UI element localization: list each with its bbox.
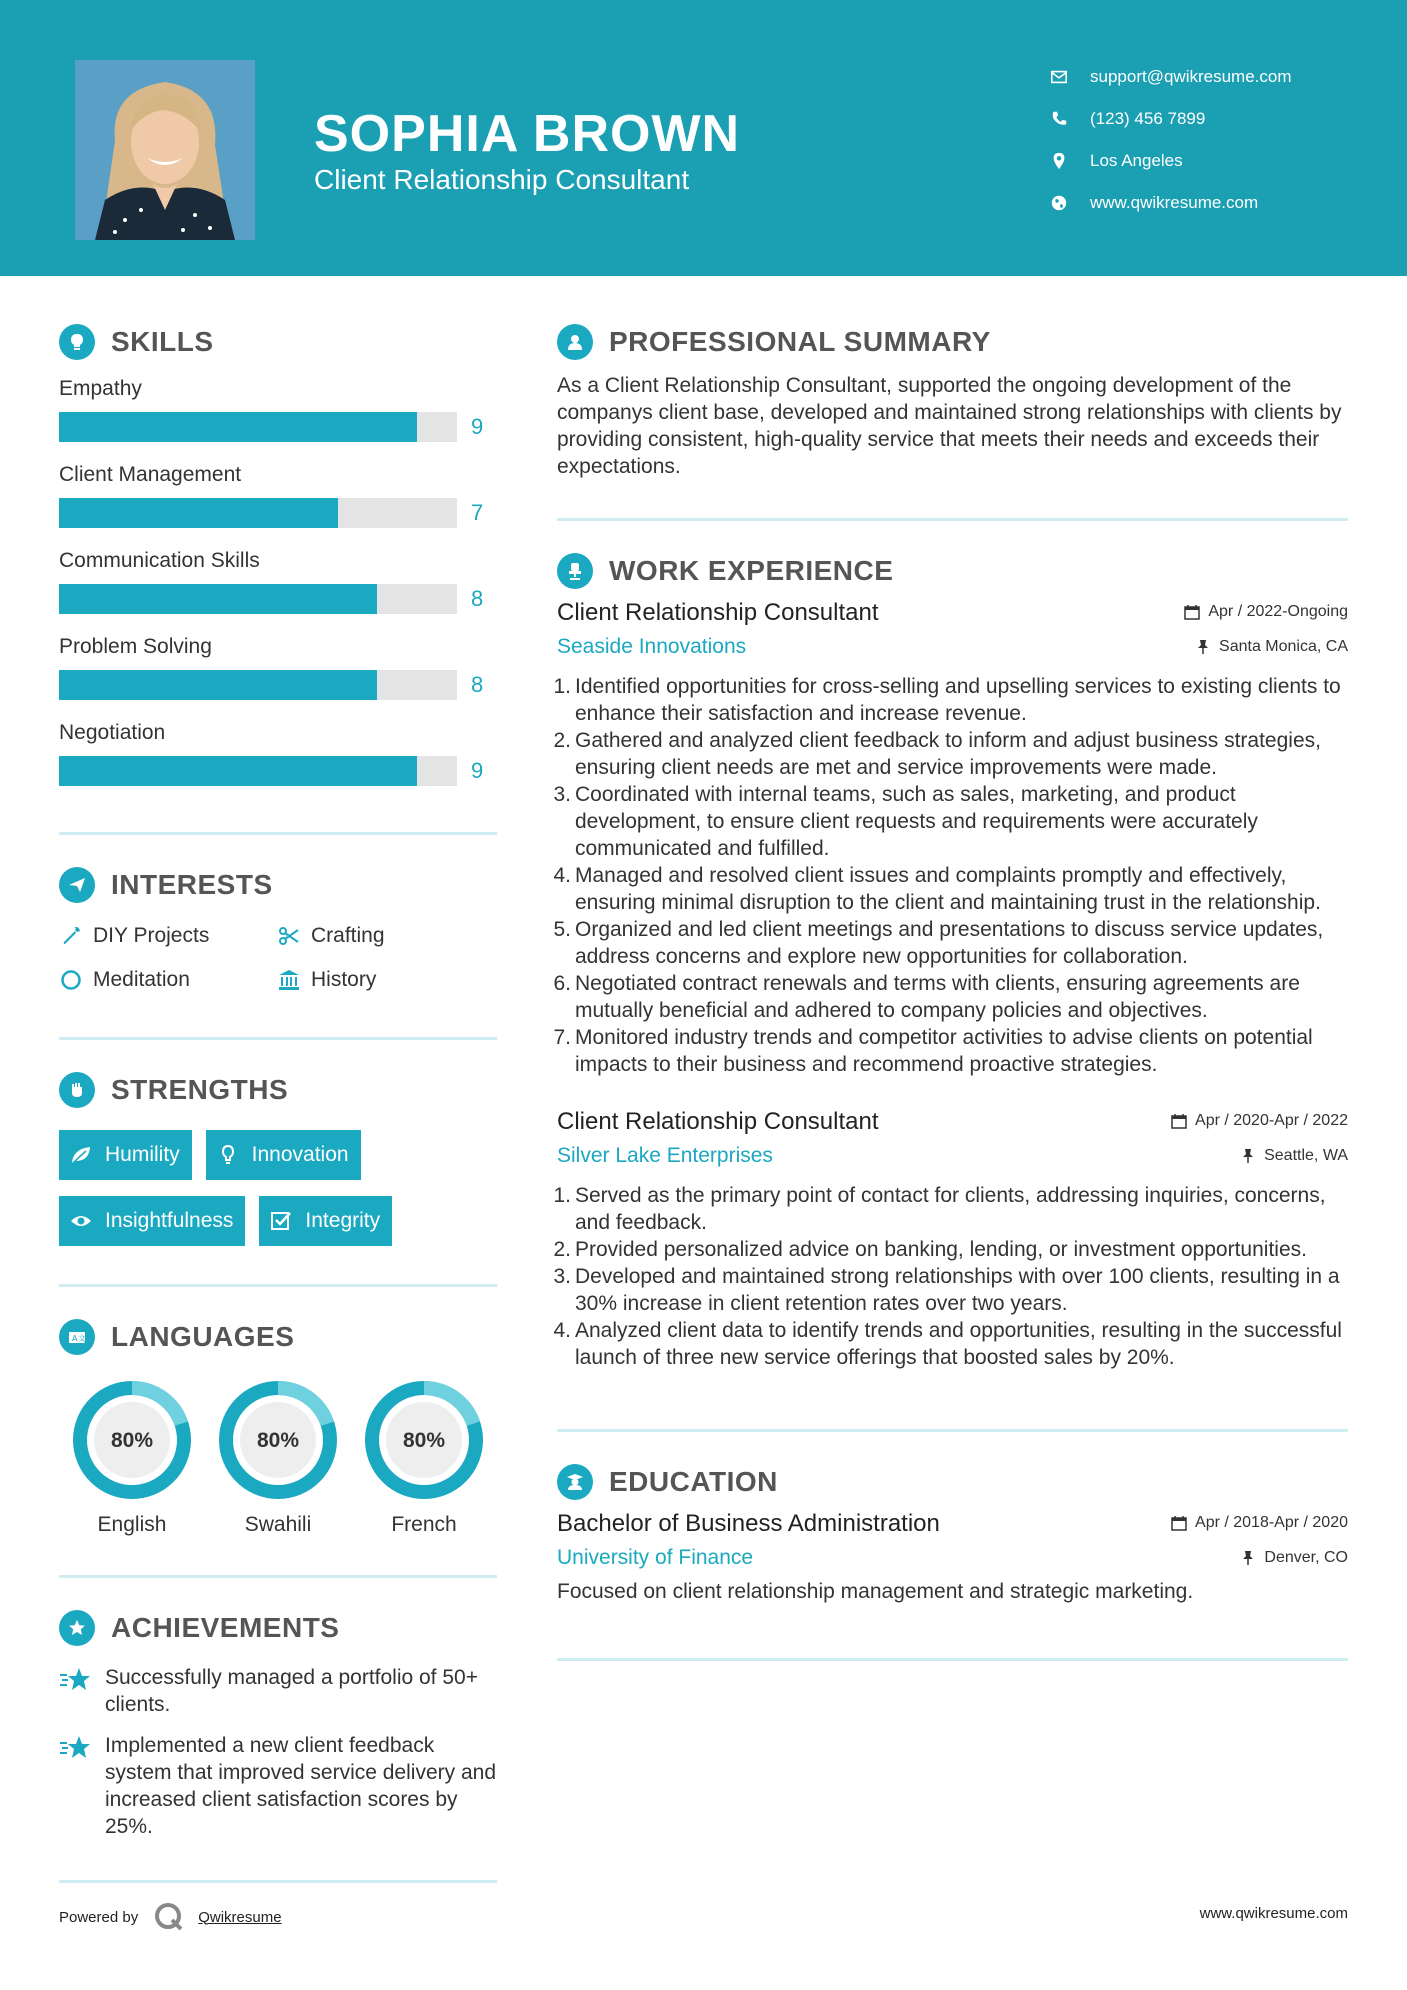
experience-title: WORK EXPERIENCE — [609, 555, 894, 586]
job-dates — [1184, 603, 1348, 621]
job-bullet-text: Analyzed client data to identify trends and opportunities, resulting in the successful launch of three new service offerings that boosted sales by 20%. — [575, 1319, 1342, 1369]
job-bullet-text: Monitored industry trends and competitor activities to advise clients on potential impacts to their business and recommend proactive strategies. — [575, 1026, 1313, 1076]
resume-header — [0, 0, 1407, 276]
contact-phone-text: (123) 456 7899 — [1090, 109, 1206, 128]
interest-item — [59, 965, 277, 995]
strength-tag — [206, 1130, 361, 1180]
job-bullet-text: Served as the primary point of contact for clients, addressing inquiries, concerns, and feedback. — [575, 1184, 1326, 1234]
strengths-list — [59, 1130, 479, 1246]
languages-title: LANGUAGES — [111, 1321, 295, 1352]
lightbulb-icon — [216, 1143, 240, 1167]
job-bullet-text: Identified opportunities for cross-selling and upselling services to existing clients to enhance their satisfaction and increase revenue. — [575, 675, 1341, 725]
envelope-icon — [1050, 68, 1068, 86]
phone-icon — [1050, 110, 1068, 128]
language-ring — [363, 1379, 485, 1501]
achievement-item — [59, 1664, 497, 1718]
contact-location-text: Los Angeles — [1090, 151, 1183, 170]
achievements-section — [59, 1606, 497, 1840]
interests-list — [59, 921, 497, 995]
job-company: Silver Lake Enterprises — [557, 1144, 773, 1167]
achievements-title: ACHIEVEMENTS — [111, 1612, 340, 1643]
candidate-role: Client Relationship Consultant — [314, 164, 690, 195]
job-bullet-text: Coordinated with internal teams, such as sales, marketing, and product development, to ensure client requests and requirements were accurately communicated and fulfilled. — [575, 783, 1258, 860]
job-bullet: 1. Served as the primary point of contact for clients, addressing inquiries, concerns, and feedback. — [557, 1182, 1348, 1236]
languages-section — [59, 1315, 497, 1537]
strength-tag — [259, 1196, 392, 1246]
education-location — [1240, 1549, 1348, 1567]
job-location — [1195, 638, 1348, 656]
svg-text:文: 文 — [78, 1334, 86, 1343]
profile-photo — [75, 60, 255, 240]
office-chair-icon — [557, 553, 593, 589]
job-entry — [553, 1108, 1348, 1371]
skill-value: 8 — [471, 586, 484, 611]
section-divider — [557, 1429, 1348, 1432]
job-bullet: 2. Gathered and analyzed client feedback to inform and adjust business strategies, ensuring client needs are met and service improvements were made. — [557, 727, 1348, 781]
strengths-heading — [59, 1068, 497, 1112]
job-company: Seaside Innovations — [557, 635, 747, 658]
skill-value: 9 — [471, 758, 484, 783]
contact-website-text: www.qwikresume.com — [1090, 193, 1259, 212]
skill-bar-fill — [59, 412, 417, 442]
footer-powered-by — [59, 1900, 282, 1934]
language-percent: 80% — [110, 1429, 154, 1452]
globe-icon — [1050, 194, 1068, 212]
job-bullet: 4. Managed and resolved client issues and complaints promptly and effectively, ensuring minimal disruption to the client and maintaining trust in the relationship. — [557, 862, 1348, 916]
calendar-icon — [1171, 1515, 1187, 1531]
summary-text: As a Client Relationship Consultant, supported the ongoing development of the companys client base, developed and maintained strong relationships with clients by providing consistent, high-quality service that meets their needs and exceeds their expectations. — [557, 374, 1342, 478]
star-icon — [59, 1666, 93, 1694]
graduate-icon — [557, 1464, 593, 1500]
leaf-icon — [69, 1143, 93, 1167]
footer-brand-link[interactable]: Qwikresume — [198, 1908, 282, 1926]
pushpin-icon — [1195, 639, 1211, 655]
skill-bar — [59, 412, 457, 442]
star-badge-icon — [59, 1610, 95, 1646]
skill-item — [59, 460, 497, 536]
job-location-text: Seattle, WA — [1264, 1147, 1348, 1164]
language-ring — [71, 1379, 193, 1501]
education-entry — [557, 1510, 1348, 1604]
interests-title: INTERESTS — [111, 869, 273, 900]
job-bullet: 4. Analyzed client data to identify trends and opportunities, resulting in the successful launch of three new service offerings that boosted sales by 20%. — [557, 1317, 1348, 1371]
paper-plane-icon — [59, 867, 95, 903]
job-bullet-text: Negotiated contract renewals and terms with clients, ensuring agreements are mutually beneficial and adhered to company policies and objectives. — [575, 972, 1300, 1022]
achievement-item — [59, 1732, 497, 1840]
bank-icon — [277, 968, 301, 992]
contact-list — [1050, 56, 1292, 224]
job-bullet: 6. Negotiated contract renewals and terms with clients, ensuring agreements are mutually beneficial and adhered to company policies and objectives. — [557, 970, 1348, 1024]
circle-icon — [59, 968, 83, 992]
interest-label: DIY Projects — [93, 924, 210, 947]
job-location — [1240, 1147, 1348, 1165]
lightbulb-icon — [59, 324, 95, 360]
pushpin-icon — [1240, 1550, 1256, 1566]
skill-bar-fill — [59, 670, 377, 700]
skill-name: Negotiation — [59, 721, 166, 744]
qwikresume-logo-icon — [152, 1900, 186, 1934]
skill-value: 9 — [471, 414, 484, 439]
skill-item — [59, 374, 497, 450]
skill-bar-fill — [59, 584, 377, 614]
left-column — [59, 320, 497, 1883]
section-divider — [59, 1284, 497, 1287]
interests-heading — [59, 863, 497, 907]
strengths-section — [59, 1068, 497, 1246]
job-bullet-text: Organized and led client meetings and presentations to discuss service updates, address concerns and explore new opportunities for collaboration. — [575, 918, 1324, 968]
section-divider — [59, 832, 497, 835]
language-name: Swahili — [244, 1513, 312, 1536]
skills-list — [59, 374, 497, 794]
language-item — [351, 1379, 497, 1537]
language-item — [205, 1379, 351, 1537]
skills-title: SKILLS — [111, 326, 214, 357]
svg-text:A: A — [72, 1334, 78, 1343]
education-title: EDUCATION — [609, 1466, 778, 1497]
strength-label: Humility — [105, 1143, 180, 1166]
achievement-text: Successfully managed a portfolio of 50+ clients. — [105, 1666, 478, 1716]
experience-section — [553, 549, 1348, 1371]
job-dates-text: Apr / 2020-Apr / 2022 — [1195, 1112, 1348, 1129]
job-dates — [1171, 1112, 1348, 1130]
language-name: English — [97, 1513, 167, 1536]
skill-name: Empathy — [59, 377, 142, 400]
interest-item — [277, 921, 477, 951]
skill-name: Communication Skills — [59, 549, 260, 572]
map-pin-icon — [1050, 152, 1068, 170]
skill-name: Client Management — [59, 463, 242, 486]
strength-label: Integrity — [305, 1209, 381, 1232]
job-bullet: 3. Coordinated with internal teams, such as sales, marketing, and product development, to ensure client requests and requirements were accurately communicated and fulfilled. — [557, 781, 1348, 862]
job-bullet-text: Developed and maintained strong relationships with over 100 clients, resulting in a 30% increase in client retention rates over two years. — [575, 1265, 1340, 1315]
job-title: Client Relationship Consultant — [557, 1108, 879, 1135]
summary-heading — [557, 320, 1348, 364]
job-entry — [553, 599, 1348, 1078]
skill-name: Problem Solving — [59, 635, 212, 658]
language-percent: 80% — [256, 1429, 300, 1452]
eye-icon — [69, 1209, 93, 1233]
interest-item — [277, 965, 477, 995]
contact-website[interactable] — [1050, 182, 1292, 224]
skill-value: 7 — [471, 500, 484, 525]
skill-value: 8 — [471, 672, 484, 697]
languages-list — [59, 1379, 497, 1537]
skills-section — [59, 320, 497, 794]
skill-bar — [59, 756, 457, 786]
language-item — [59, 1379, 205, 1537]
language-name: French — [391, 1513, 457, 1536]
skills-heading — [59, 320, 497, 364]
education-dates-text: Apr / 2018-Apr / 2020 — [1195, 1514, 1348, 1531]
pushpin-icon — [1240, 1148, 1256, 1164]
interest-label: Crafting — [311, 924, 385, 947]
footer-website-link[interactable]: www.qwikresume.com — [1199, 1905, 1348, 1922]
education-description: Focused on client relationship management and strategic marketing. — [557, 1580, 1194, 1603]
strength-tag — [59, 1196, 245, 1246]
calendar-icon — [1171, 1113, 1187, 1129]
summary-section — [557, 320, 1348, 480]
skill-item — [59, 632, 497, 708]
strength-tag — [59, 1130, 192, 1180]
experience-heading — [557, 549, 1348, 593]
fist-icon — [59, 1072, 95, 1108]
star-icon — [59, 1734, 93, 1762]
contact-email-text: support@qwikresume.com — [1090, 67, 1292, 86]
interest-item — [59, 921, 277, 951]
language-ring — [217, 1379, 339, 1501]
job-bullet: 5. Organized and led client meetings and presentations to discuss service updates, address concerns and explore new opportunities for collaboration. — [557, 916, 1348, 970]
summary-title: PROFESSIONAL SUMMARY — [609, 326, 991, 357]
powered-by-text: Powered by — [59, 1908, 139, 1926]
achievement-text: Implemented a new client feedback system that improved service delivery and increased client satisfaction scores by 25%. — [105, 1734, 496, 1838]
job-bullet: 3. Developed and maintained strong relationships with over 100 clients, resulting in a 30% increase in client retention rates over two years. — [557, 1263, 1348, 1317]
calendar-icon — [1184, 604, 1200, 620]
job-bullet: 7. Monitored industry trends and competitor activities to advise clients on potential impacts to their business and recommend proactive strategies. — [557, 1024, 1348, 1078]
job-bullet-text: Managed and resolved client issues and complaints promptly and effectively, ensuring minimal disruption to the client and maintaining trust in the relationship. — [575, 864, 1321, 914]
skill-bar — [59, 584, 457, 614]
language-icon — [59, 1319, 95, 1355]
user-icon — [557, 324, 593, 360]
skill-bar-fill — [59, 756, 417, 786]
skill-bar — [59, 670, 457, 700]
job-dates-text: Apr / 2022-Ongoing — [1208, 603, 1348, 620]
checkbox-icon — [269, 1209, 293, 1233]
scissors-icon — [277, 924, 301, 948]
section-divider — [557, 1658, 1348, 1661]
interest-label: Meditation — [93, 968, 190, 991]
job-bullets — [553, 673, 1348, 1078]
section-divider — [59, 1575, 497, 1578]
interest-label: History — [311, 968, 377, 991]
right-column — [553, 320, 1348, 1661]
degree-title: Bachelor of Business Administration — [557, 1510, 940, 1537]
skill-bar-fill — [59, 498, 338, 528]
job-title: Client Relationship Consultant — [557, 599, 879, 626]
achievements-heading — [59, 1606, 497, 1650]
wrench-icon — [59, 924, 83, 948]
strengths-title: STRENGTHS — [111, 1074, 289, 1105]
education-section — [557, 1460, 1348, 1604]
skill-item — [59, 718, 497, 794]
contact-location — [1050, 140, 1292, 182]
section-divider — [557, 518, 1348, 521]
job-bullet: 2. Provided personalized advice on banking, lending, or investment opportunities. — [553, 1238, 1307, 1261]
languages-heading — [59, 1315, 497, 1359]
school-name: University of Finance — [557, 1546, 754, 1569]
contact-phone[interactable] — [1050, 98, 1292, 140]
contact-email[interactable] — [1050, 56, 1292, 98]
skill-bar — [59, 498, 457, 528]
section-divider — [59, 1880, 497, 1883]
education-location-text: Denver, CO — [1264, 1549, 1348, 1566]
section-divider — [59, 1037, 497, 1040]
candidate-name: SOPHIA BROWN — [314, 105, 741, 163]
job-location-text: Santa Monica, CA — [1219, 638, 1348, 655]
skill-item — [59, 546, 497, 622]
job-bullet: 1. Identified opportunities for cross-selling and upselling services to existing clients to enhance their satisfaction and increase revenue. — [557, 673, 1348, 727]
education-heading — [557, 1460, 1348, 1504]
job-bullets — [553, 1182, 1348, 1371]
education-dates — [1171, 1514, 1348, 1532]
job-bullet-text: Provided personalized advice on banking, lending, or investment opportunities. — [575, 1238, 1307, 1261]
job-bullet-text: Gathered and analyzed client feedback to inform and adjust business strategies, ensuring client needs are met and service improvements were made. — [575, 729, 1321, 779]
interests-section — [59, 863, 497, 995]
strength-label: Insightfulness — [105, 1209, 234, 1232]
strength-label: Innovation — [251, 1143, 349, 1166]
language-percent: 80% — [402, 1429, 446, 1452]
